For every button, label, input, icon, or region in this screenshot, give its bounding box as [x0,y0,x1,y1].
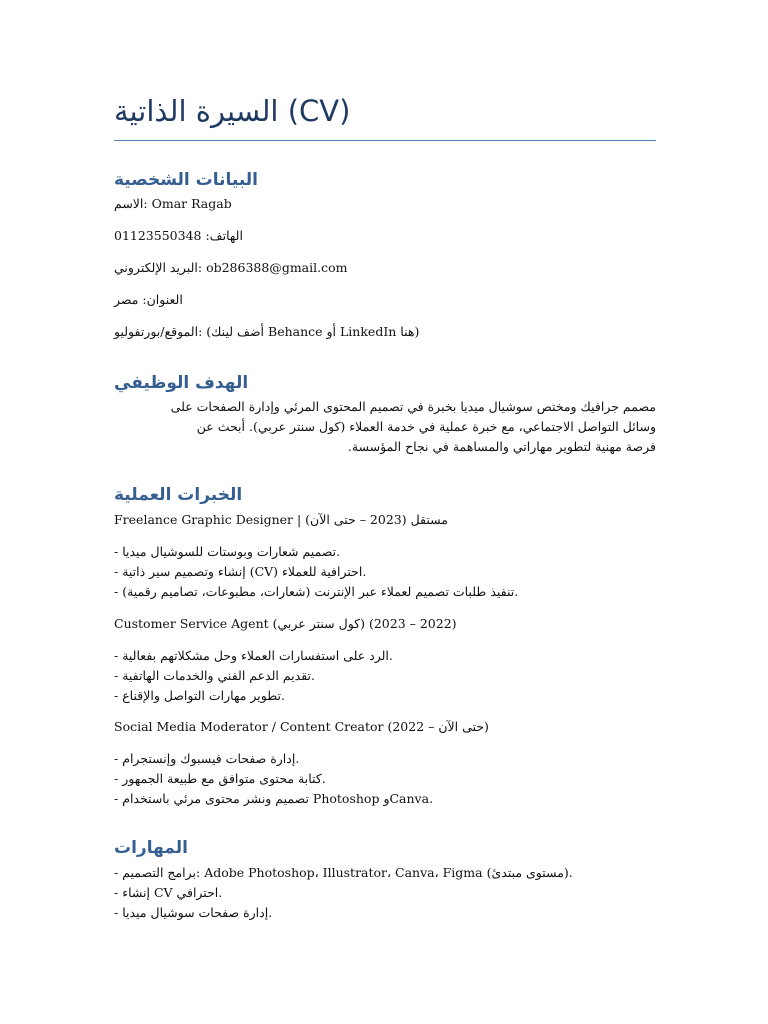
job-title-social-media: Social Media Moderator / Content Creator (2022 – حتى الآن) [114,719,489,734]
objective-line: مصمم جرافيك ومختص سوشيال ميديا بخبرة في تصميم المحتوى المرئي وإدارة الصفحات على [170,399,656,414]
job-bullet: - تصميم ونشر محتوى مرئي باستخدام Photoshop وCanva. [114,791,434,806]
personal-email: البريد الإلكتروني: ob286388@gmail.com [114,260,348,275]
personal-name: الاسم: Omar Ragab [114,196,232,211]
skill-item: - إدارة صفحات سوشيال ميديا. [114,905,273,920]
job-title-freelance: Freelance Graphic Designer | مستقل (2023 – حتى الآن) [114,512,448,527]
job-bullet: - تصميم شعارات وبوستات للسوشيال ميديا. [114,544,341,559]
personal-website: الموقع/بورتفوليو: (أضف لينك Behance أو LinkedIn هنا) [114,324,420,339]
job-bullet: - كتابة محتوى متوافق مع طبيعة الجمهور. [114,771,326,786]
title-divider [114,140,656,141]
objective-line: وسائل التواصل الاجتماعي، مع خبرة عملية في خدمة العملاء (كول سنتر عربي). أبحث عن [196,419,656,434]
job-title-customer-service: Customer Service Agent (كول سنتر عربي) (2022 – 2023) [114,616,457,631]
job-bullet: - تطوير مهارات التواصل والإقناع. [114,688,285,703]
skill-item: - إنشاء CV احترافي. [114,885,223,900]
job-bullet: - إدارة صفحات فيسبوك وإنستجرام. [114,751,300,766]
objective-paragraph [114,397,656,457]
job-bullet: - تقديم الدعم الفني والخدمات الهاتفية. [114,668,316,683]
objective-line: فرصة مهنية لتطوير مهاراتي والمساهمة في نجاح المؤسسة. [347,439,656,454]
section-heading-skills: المهارات [114,838,188,858]
job-bullet: - إنشاء وتصميم سير ذاتية (CV) احترافية للعملاء. [114,564,367,579]
skill-item: - برامج التصميم: Adobe Photoshop، Illustrator، Canva، Figma (مستوى مبتدئ). [114,865,573,880]
section-heading-personal: البيانات الشخصية [114,170,259,190]
section-heading-objective: الهدف الوظيفي [114,373,249,393]
job-bullet: - الرد على استفسارات العملاء وحل مشكلاتهم بفعالية. [114,648,393,663]
document-title: السيرة الذاتية (CV) [114,94,351,128]
section-heading-experience: الخبرات العملية [114,485,243,505]
personal-address: العنوان: مصر [114,292,183,307]
personal-phone: الهاتف: 01123550348 [114,228,243,243]
job-bullet: - تنفيذ طلبات تصميم لعملاء عبر الإنترنت (شعارات، مطبوعات، تصاميم رقمية). [114,584,519,599]
